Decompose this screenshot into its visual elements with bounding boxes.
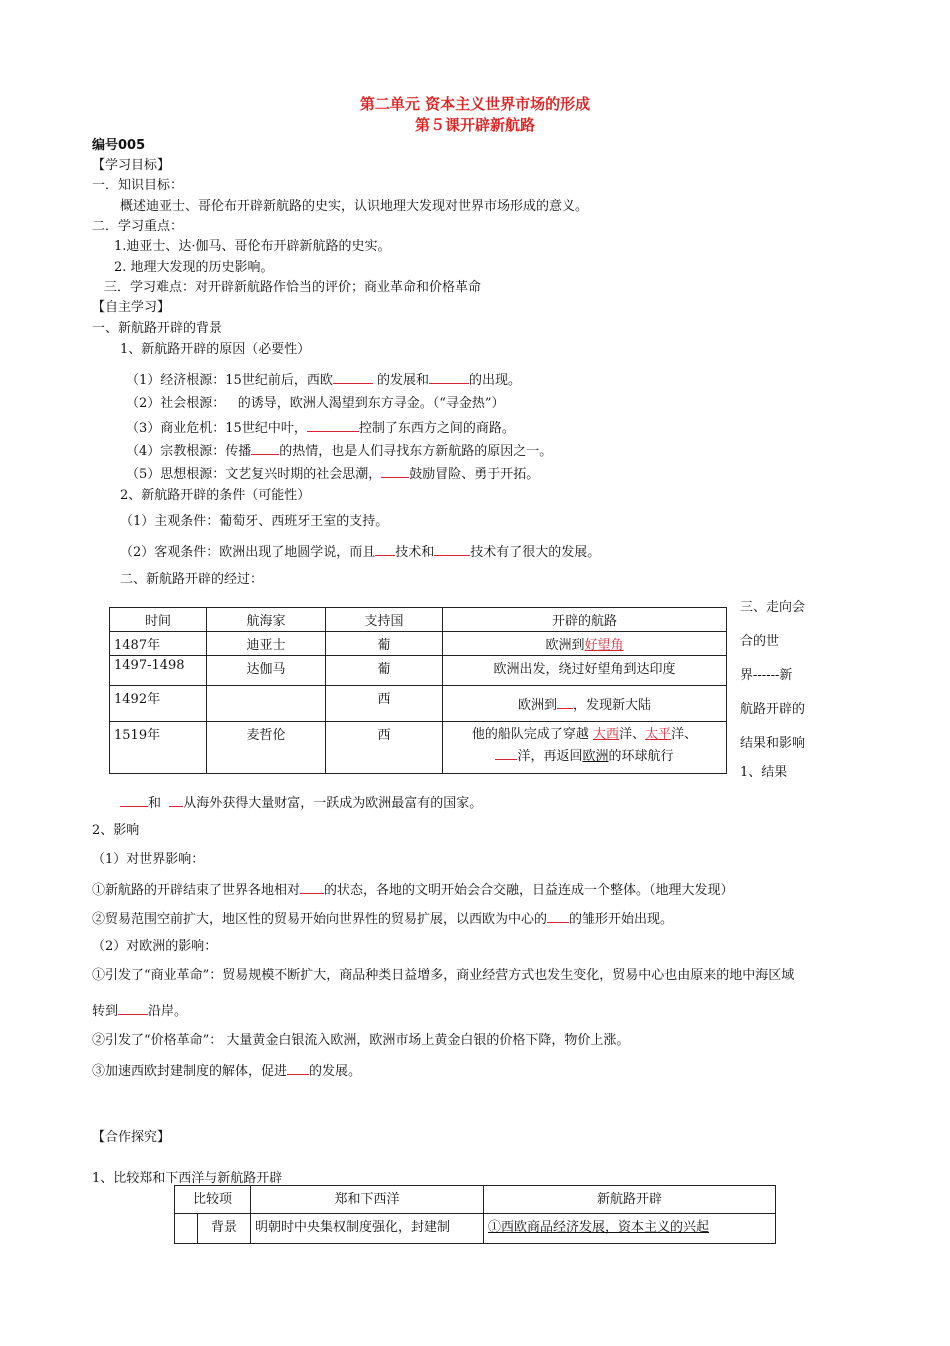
europe-impact-title: （2）对欧洲的影响： <box>92 939 218 954</box>
lesson-title: 第５课开辟新航路 <box>414 116 535 134</box>
table-row: 1519年 麦哲伦 西 他的船队完成了穿越 大西洋、太平洋、 洋，再返回欧洲的环球航行 <box>110 722 727 774</box>
knowledge-text: 概述迪亚士、哥伦布开辟新航路的史实，认识地理大发现对世界市场形成的意义。 <box>120 199 589 214</box>
key-label: 二．学习重点： <box>92 219 184 234</box>
side-line-2: 合的世 <box>740 634 780 649</box>
header-navigator: 航海家 <box>207 608 326 632</box>
result-text: 和 从海外获得大量财富，一跃成为欧洲最富有的国家。 <box>120 794 482 812</box>
voyage-table <box>109 607 727 774</box>
side-line-4: 航路开辟的 <box>740 702 806 717</box>
table-row: 1497-1498 达伽马 葡 欧洲出发，绕过好望角到达印度 <box>110 656 727 686</box>
impact-title: 2、影响 <box>92 823 140 838</box>
conditions-title: 2、新航路开辟的条件（可能性） <box>120 488 311 503</box>
europe-impact-2: ②引发了“价格革命”： 大量黄金白银流入欧洲，欧洲市场上黄金白银的价格下降，物价上涨。 <box>92 1033 630 1048</box>
side-line-1: 三、走向会 <box>740 600 806 615</box>
europe-impact-3: ③加速西欧封建制度的解体，促进 的发展。 <box>92 1064 362 1079</box>
reason-commerce: （3）商业危机：15世纪中叶， 控制了东西方之间的商路。 <box>126 421 515 436</box>
side-line-5: 结果和影响 <box>740 736 806 751</box>
reason-religion: （4）宗教根源：传播 的热情，也是人们寻找东方新航路的原因之一。 <box>126 444 553 459</box>
cooperation-header: 【合作探究】 <box>92 1130 171 1145</box>
table-row: 1487年 迪亚士 葡 欧洲到好望角 <box>110 632 727 656</box>
side-line-6: 1、结果 <box>740 765 788 780</box>
header-zhenghe: 郑和下西洋 <box>251 1186 484 1214</box>
header-country: 支持国 <box>326 608 443 632</box>
self-study-header: 【自主学习】 <box>92 300 171 315</box>
section-2-title: 二、新航路开辟的经过： <box>120 572 264 587</box>
key-point-2: 2. 地理大发现的历史影响。 <box>114 260 274 275</box>
condition-objective: （2）客观条件：欧洲出现了地圆学说，而且 技术和 技术有了很大的发展。 <box>120 545 601 560</box>
reason-thought: （5）思想根源：文艺复兴时期的社会思潮， 鼓励冒险、勇于开拓。 <box>126 467 540 482</box>
section-1-title: 一、新航路开辟的背景 <box>92 321 223 336</box>
cooperation-question-1: 1、比较郑和下西洋与新航路开辟 <box>92 1171 283 1186</box>
main-title: 第二单元 资本主义世界市场的形成 <box>359 95 591 113</box>
key-point-1: 1.迪亚士、达·伽马、哥伦布开辟新航路的史实。 <box>114 239 391 254</box>
world-impact-1: ①新航路的开辟结束了世界各地相对 的状态，各地的文明开始会合交融，日益连成一个整体。（地理大发现） <box>92 883 734 898</box>
knowledge-label: 一．知识目标： <box>92 178 184 193</box>
condition-subjective: （1）主观条件：葡萄牙、西班牙王室的支持。 <box>120 514 389 529</box>
europe-impact-1-cont: 转到 沿岸。 <box>92 1004 188 1019</box>
header-compare-item: 比较项 <box>175 1186 251 1214</box>
goals-header: 【学习目标】 <box>92 158 171 173</box>
table-row: 1492年 西 欧洲到 ，发现新大陆 <box>110 686 727 722</box>
table-row: 背景 明朝时中央集权制度强化，封建制 ①西欧商品经济发展，资本主义的兴起 <box>175 1214 776 1244</box>
comparison-table <box>174 1185 776 1244</box>
header-time: 时间 <box>110 608 207 632</box>
reason-economic: （1）经济根源：15世纪前后，西欧 的发展和 的出现。 <box>126 373 521 388</box>
europe-impact-1: ①引发了“商业革命”：贸易规模不断扩大，商品种类日益增多，商业经营方式也发生变化，贸易中心也由原来的地中海区域 <box>92 968 795 983</box>
difficult-point: 三．学习难点：对开辟新航路作恰当的评价；商业革命和价格革命 <box>104 280 482 295</box>
side-line-3: 界------新 <box>740 668 793 683</box>
world-impact-2: ②贸易范围空前扩大，地区性的贸易开始向世界性的贸易扩展，以西欧为中心的 的雏形开始出现。 <box>92 912 674 927</box>
reason-social: （2）社会根源： 的诱导，欧洲人渴望到东方寻金。（“寻金热”） <box>126 396 505 411</box>
reasons-title: 1、新航路开辟的原因（必要性） <box>120 342 311 357</box>
world-impact-title: （1）对世界影响： <box>92 852 205 867</box>
header-route: 开辟的航路 <box>443 608 727 632</box>
code-number: 编号005 <box>92 138 146 153</box>
header-new-route: 新航路开辟 <box>484 1186 776 1214</box>
